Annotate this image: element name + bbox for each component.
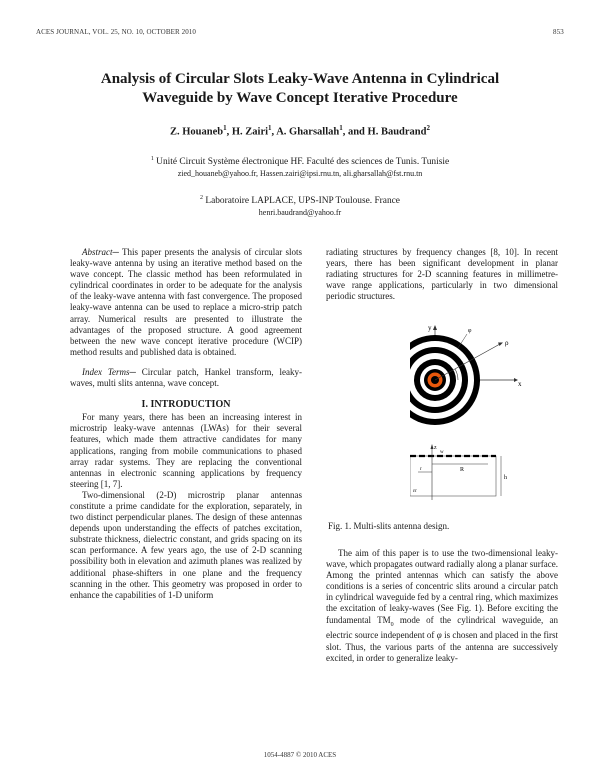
affiliation-2	[60, 192, 540, 219]
outer-radius-label: R	[460, 467, 465, 473]
author-3: A. Gharsallah	[276, 126, 340, 138]
affiliation-1	[60, 153, 540, 180]
intro-paragraph-2: Two-dimensional (2-D) microstrip planar antennas constitute a prime candidate for the exploration, separately, in two distinct perpendicular planes. The design of these antennas depends upon understanding the effects of patches excitation, substrate thickness, dielectric constant, and grids spacing on its scan performance. A few years ago, the use of 2-D scanning possibility both in elevation and azimuth planes was realized by additional phase-shifters in one plane and the frequency scanning in the other. This geometry was proposed in order to enhance the capabilities of 1-D uniform	[70, 489, 302, 600]
rho-label: ρ	[505, 339, 509, 347]
x-axis-label: x	[518, 380, 522, 388]
rho-arrow-icon	[498, 343, 503, 347]
title-line-1: Analysis of Circular Slots Leaky-Wave Antenna in Cylindrical	[100, 71, 500, 87]
affiliation-2-mark: 2	[200, 195, 203, 201]
author-conjunction: , and	[342, 126, 368, 138]
author-list: Z. Houaneb$^1$, H. Zairi$^1$, A. Gharsallah$^1$, and H. Baudrand$^2$	[170, 124, 430, 138]
author-2: H. Zairi	[231, 126, 269, 138]
abstract	[70, 247, 302, 358]
left-column	[70, 247, 302, 601]
abstract-dash: ─	[112, 247, 119, 257]
page-number: 853	[553, 28, 564, 36]
affiliation-2-email: henri.baudrand@yahoo.fr	[258, 208, 342, 218]
phi-symbol: φ	[436, 630, 442, 641]
author-1-affiliation: 1	[223, 124, 227, 132]
abstract-label: Abstract	[82, 247, 113, 257]
affiliation-1-emails: zied_houaneb@yahoo.fr, Hassen.zairi@ipsi.rnu.tn, ali.gharsallah@fst.rnu.tn	[177, 169, 423, 179]
paper-title	[60, 70, 540, 108]
figure-1-antenna-diagram	[410, 314, 530, 530]
right-column-bottom	[326, 548, 558, 664]
journal-header: ACES JOURNAL, VOL. 25, NO. 10, OCTOBER 2010	[36, 28, 196, 36]
height-label: h	[504, 475, 507, 481]
slit-width-label: w	[440, 450, 444, 455]
right-paragraph-2-part-a: The aim of this paper is to use the two-dimensional leaky-wave, which propagates outward radially along a planar surface. Among the printed antennas which can satisfy the above conditions is a series of concentric slits around a circular patch in cylindrical waveguide fed by a central ring, which maximizes the excitation of leaky-waves (See Fig. 1). Before exciting the fundamental TM	[326, 548, 558, 625]
affiliation-1-mark: 1	[150, 156, 154, 162]
y-axis-arrow-icon	[433, 325, 437, 330]
abstract-text: This paper presents the analysis of circular slots leaky-wave antenna by using an iterative method based on the wave concept. The classic method has been reformulated in cylindrical coordinates in order to be adequate for the analysis of the leaky-wave antenna with fast convergence. The proposed leaky-wave antenna can be used to replace a micro-strip patch array. Numerical results are presented to illustrate the advantages of the proposed structure. A good agreement between the new wave concept iterative procedure (WCIP) method results and published data is obtained.	[70, 247, 302, 357]
right-paragraph-2	[326, 548, 558, 664]
inner-radius-label: r	[420, 467, 422, 472]
permittivity-label: εr	[413, 489, 417, 494]
right-column-top	[326, 247, 558, 302]
right-paragraph-2-part-b: mode of the cylindrical waveguide, an electric source independent of	[326, 614, 558, 641]
author-4: H. Baudrand	[367, 126, 427, 138]
page-footer: 1054-4887 © 2010 ACES	[263, 751, 337, 759]
index-terms-label: Index Terms	[82, 366, 130, 377]
phi-label: φ	[468, 328, 472, 334]
author-2-affiliation: 1	[268, 124, 272, 132]
affiliation-1-name: Unité Circuit Système électronique HF. Faculté des sciences de Tunis. Tunisie	[156, 157, 450, 168]
author-1: Z. Houaneb	[170, 126, 224, 138]
section-heading-introduction: I. INTRODUCTION	[141, 399, 231, 411]
right-paragraph-2-part-c: is chosen and placed in the first slot. Thus, the various parts of the antenna are successively excited, in order to generalize leaky-	[326, 630, 559, 663]
affiliation-2-name: Laboratoire LAPLACE, UPS-INP Toulouse. France	[205, 196, 400, 207]
author-4-affiliation: 2	[426, 124, 430, 132]
index-terms-text: Circular patch, Hankel transform, leaky-waves, multi slits antenna, wave concept.	[70, 366, 302, 389]
substrate-outline	[410, 456, 496, 496]
right-paragraph-1: radiating structures by frequency changes [8, 10]. In recent years, there has been significant development in planar radiating structures for 2-D scanning features in millimetre-wave range applications, particularly in two dimensional periodic structures.	[326, 247, 558, 302]
intro-paragraph-1: For many years, there has been an increasing interest in microstrip leaky-wave antennas (LWAs) for their several features, which made them attractive candidates for many applications, ranging from mobile communications to phased array radar systems. They are replacing the conventional antennas in electronic scanning applications by frequency steering [1, 7].	[70, 412, 302, 489]
author-3-affiliation: 1	[339, 124, 343, 132]
index-terms-dash: ─	[129, 366, 136, 377]
z-axis-label: z	[434, 445, 437, 451]
title-line-2: Waveguide by Wave Concept Iterative Procedure	[142, 90, 458, 106]
figure-1-caption: Fig. 1. Multi-slits antenna design.	[328, 521, 450, 531]
index-terms	[70, 367, 302, 389]
tm-subscript: 0	[390, 621, 394, 628]
y-axis-label: y	[428, 324, 432, 332]
